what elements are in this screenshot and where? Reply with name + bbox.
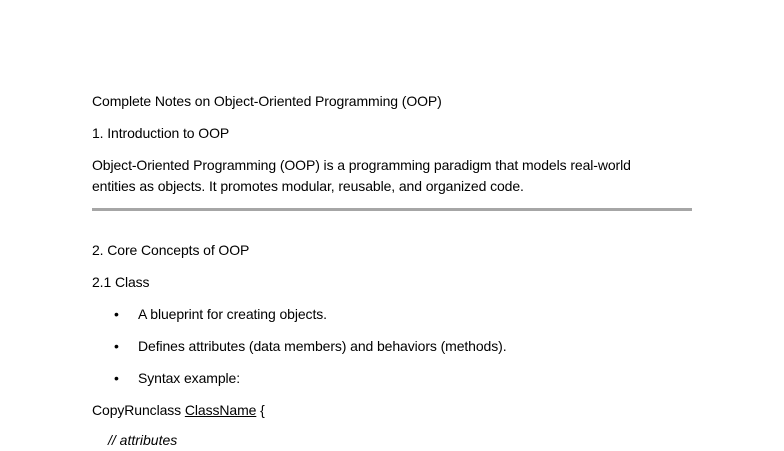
bullet-icon: • [114, 370, 119, 386]
bullet-icon: • [114, 306, 119, 322]
list-item: Defines attributes (data members) and behaviors (methods). [138, 338, 507, 354]
code-brace: { [256, 402, 265, 418]
section-heading-core-concepts: 2. Core Concepts of OOP [92, 242, 250, 258]
section-heading-introduction: 1. Introduction to OOP [92, 125, 230, 141]
introduction-paragraph: Object-Oriented Programming (OOP) is a programming paradigm that models real-world entities as objects. It promotes modular, reusable, and organized code. [92, 157, 631, 194]
code-comment: // attributes [108, 432, 178, 448]
code-line [92, 400, 265, 421]
code-prefix: CopyRunclass [92, 402, 185, 418]
horizontal-rule [92, 208, 692, 211]
document-title: Complete Notes on Object-Oriented Programming (OOP) [92, 93, 442, 109]
bullet-icon: • [114, 338, 119, 354]
list-item: A blueprint for creating objects. [138, 306, 327, 322]
code-class-name: ClassName [184, 402, 257, 418]
list-item: Syntax example: [138, 370, 240, 386]
subheading-class: 2.1 Class [92, 274, 150, 290]
